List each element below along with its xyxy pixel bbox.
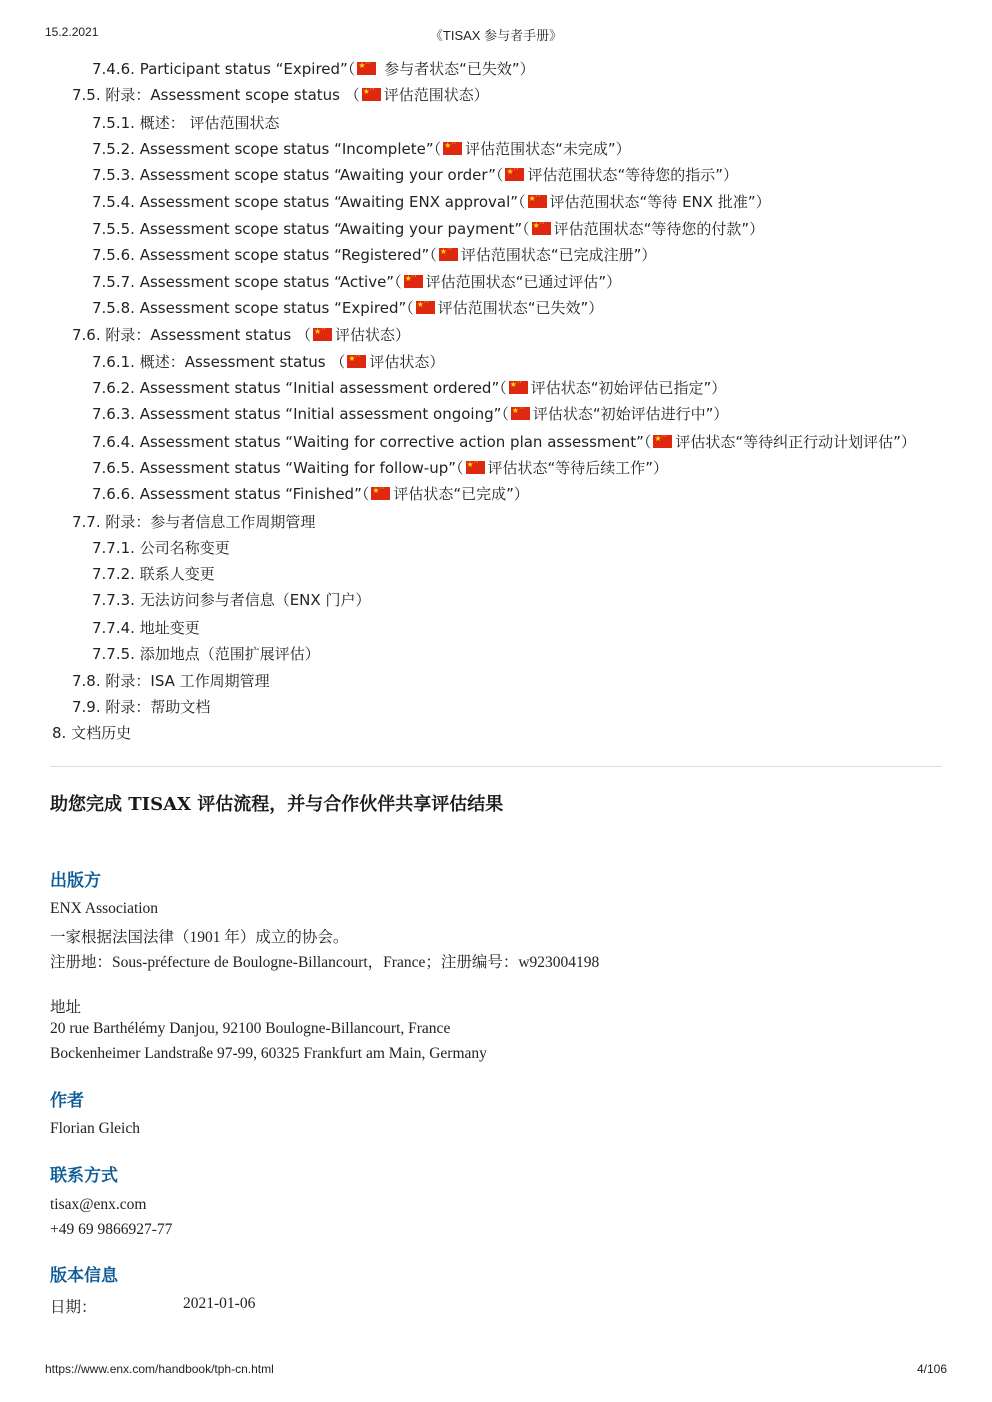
toc-item[interactable] [72, 512, 315, 532]
toc-link[interactable] [92, 379, 726, 397]
toc-label-suffix: 评估状态） [335, 326, 411, 344]
publisher-description: 一家根据法国法律（1901 年）成立的协会。 [50, 929, 349, 946]
toc-link[interactable] [72, 672, 270, 690]
toc-link[interactable] [92, 591, 370, 609]
china-flag-icon [511, 407, 530, 420]
toc-label-suffix: 评估状态“已完成”） [393, 485, 529, 503]
china-flag-icon [528, 195, 547, 208]
toc-link[interactable] [92, 353, 444, 371]
toc-label: 7.5.1. 概述： 评估范围状态 [92, 114, 280, 132]
toc-label-suffix: 评估状态“初始评估已指定”） [530, 379, 727, 397]
toc-link[interactable] [92, 140, 631, 158]
publisher-registration: 注册地：Sous-préfecture de Boulogne-Billancourt，France；注册编号：w923004198 [50, 954, 600, 971]
toc-item[interactable] [92, 298, 603, 318]
toc-link[interactable] [92, 565, 215, 583]
china-flag-icon [466, 461, 485, 474]
author-name: Florian Gleich [50, 1120, 140, 1137]
toc-label: 7.6.4. Assessment status “Waiting for corrective action plan assessment”（ [92, 433, 652, 451]
toc-label: 7.7.2. 联系人变更 [92, 565, 215, 583]
toc-label: 7.7.5. 添加地点（范围扩展评估） [92, 645, 320, 663]
toc-label-suffix: 评估范围状态“未完成”） [465, 140, 631, 158]
toc-link[interactable] [92, 114, 279, 132]
toc-label: 7.5. 附录：Assessment scope status （ [72, 86, 360, 104]
toc-item[interactable] [92, 458, 668, 478]
toc-link[interactable] [92, 193, 771, 211]
print-date: 15.2.2021 [45, 25, 99, 39]
toc-link[interactable] [92, 539, 230, 557]
toc-label: 7.5.8. Assessment scope status “Expired”（ [92, 299, 414, 317]
toc-label: 7.6. 附录：Assessment status （ [72, 326, 311, 344]
publisher-heading: 出版方 [50, 871, 101, 891]
toc-link[interactable] [52, 724, 131, 742]
china-flag-icon [362, 88, 381, 101]
toc-label: 7.6.2. Assessment status “Initial assessment ordered”（ [92, 379, 507, 397]
toc-item[interactable] [52, 723, 131, 743]
toc-label-suffix: 参与者状态“已失效”） [379, 60, 535, 78]
toc-link[interactable] [92, 485, 529, 503]
document-title: 《TISAX 参与者手册》 [429, 28, 563, 43]
china-flag-icon [371, 487, 390, 500]
toc-label-suffix: 评估状态） [369, 353, 445, 371]
toc-item[interactable] [92, 165, 738, 185]
toc-item[interactable] [92, 272, 621, 292]
toc-label: 7.6.1. 概述：Assessment status （ [92, 353, 346, 371]
toc-label: 7.6.6. Assessment status “Finished”（ [92, 485, 370, 503]
address-line-1: 20 rue Barthélémy Danjou, 92100 Boulogne-Billancourt, France [50, 1020, 451, 1037]
toc-item[interactable] [92, 404, 728, 424]
address-label: 地址 [50, 999, 82, 1016]
toc-item[interactable] [92, 644, 320, 664]
toc-item[interactable] [92, 618, 200, 638]
footer-url: https://www.enx.com/handbook/tph-cn.html [45, 1362, 274, 1376]
toc-link[interactable] [92, 459, 668, 477]
toc-link[interactable] [72, 698, 210, 716]
toc-label: 7.9. 附录：帮助文档 [72, 698, 211, 716]
contact-heading: 联系方式 [50, 1166, 118, 1186]
toc-label: 7.7.1. 公司名称变更 [92, 539, 230, 557]
publisher-name: ENX Association [50, 900, 159, 917]
toc-label-suffix: 评估状态“等待后续工作”） [487, 459, 669, 477]
toc-item[interactable] [72, 671, 270, 691]
toc-label: 7.6.5. Assessment status “Waiting for follow-up”（ [92, 459, 464, 477]
toc-label-suffix: 评估状态“等待纠正行动计划评估”） [675, 433, 916, 451]
toc-link[interactable] [92, 246, 656, 264]
toc-item[interactable] [92, 484, 529, 504]
toc-label: 7.7.3. 无法访问参与者信息（ENX 门户） [92, 591, 371, 609]
toc-item[interactable] [92, 564, 215, 584]
toc-item[interactable] [92, 59, 535, 79]
toc-item[interactable] [92, 113, 279, 133]
toc-item[interactable] [92, 432, 916, 452]
version-heading: 版本信息 [50, 1266, 118, 1286]
toc-label: 7.5.5. Assessment scope status “Awaiting your payment”（ [92, 220, 530, 238]
toc-label-suffix: 评估范围状态“已完成注册”） [460, 246, 657, 264]
toc-link[interactable] [92, 433, 916, 451]
china-flag-icon [509, 381, 528, 394]
toc-link[interactable] [72, 513, 315, 531]
china-flag-icon [653, 435, 672, 448]
toc-label-suffix: 评估范围状态） [383, 86, 489, 104]
china-flag-icon [357, 62, 376, 75]
toc-label: 7.5.7. Assessment scope status “Active”（ [92, 273, 402, 291]
toc-item[interactable] [92, 352, 444, 372]
toc-link[interactable] [92, 60, 535, 78]
toc-link[interactable] [72, 326, 410, 344]
date-label: 日期： [50, 1299, 97, 1316]
author-heading: 作者 [50, 1091, 84, 1111]
toc-link[interactable] [92, 619, 200, 637]
toc-item[interactable] [92, 590, 370, 610]
address-line-2: Bockenheimer Landstraße 97-99, 60325 Frankfurt am Main, Germany [50, 1045, 487, 1062]
china-flag-icon [313, 328, 332, 341]
toc-item[interactable] [72, 697, 210, 717]
toc-label-suffix: 评估状态“初始评估进行中”） [532, 405, 729, 423]
toc-item[interactable] [92, 378, 726, 398]
china-flag-icon [443, 142, 462, 155]
china-flag-icon [439, 248, 458, 261]
china-flag-icon [532, 222, 551, 235]
toc-link[interactable] [92, 645, 320, 663]
contact-email[interactable] [50, 1196, 147, 1214]
toc-label: 8. 文档历史 [52, 724, 132, 742]
toc-item[interactable] [92, 219, 764, 239]
toc-item[interactable] [92, 192, 771, 212]
toc-label: 7.7. 附录：参与者信息工作周期管理 [72, 513, 316, 531]
date-value: 2021-01-06 [183, 1295, 256, 1312]
toc-label: 7.5.2. Assessment scope status “Incomplete”（ [92, 140, 442, 158]
toc-label-suffix: 评估范围状态“等待您的付款”） [553, 220, 765, 238]
toc-label: 7.7.4. 地址变更 [92, 619, 200, 637]
toc-item[interactable] [92, 538, 230, 558]
toc-label: 7.6.3. Assessment status “Initial assessment ongoing”（ [92, 405, 509, 423]
toc-link[interactable] [92, 220, 764, 238]
toc-label: 7.4.6. Participant status “Expired”（ [92, 60, 356, 78]
toc-label: 7.8. 附录：ISA 工作周期管理 [72, 672, 270, 690]
toc-link[interactable] [92, 299, 603, 317]
toc-link[interactable] [92, 273, 621, 291]
china-flag-icon [416, 301, 435, 314]
tagline: 助您完成 TISAX 评估流程，并与合作伙伴共享评估结果 [50, 794, 504, 815]
email-link[interactable]: tisax@enx.com [50, 1196, 147, 1213]
china-flag-icon [347, 355, 366, 368]
toc-label: 7.5.6. Assessment scope status “Registered”（ [92, 246, 437, 264]
toc-item[interactable] [72, 325, 410, 345]
page-number: 4/106 [916, 1362, 947, 1376]
toc-link[interactable] [92, 166, 738, 184]
china-flag-icon [404, 275, 423, 288]
toc-label-suffix: 评估范围状态“已通过评估”） [425, 273, 622, 291]
toc-label: 7.5.3. Assessment scope status “Awaiting your order”（ [92, 166, 504, 184]
toc-item[interactable] [92, 139, 631, 159]
toc-label-suffix: 评估范围状态“等待 ENX 批准”） [549, 193, 771, 211]
toc-label-suffix: 评估范围状态“等待您的指示”） [527, 166, 738, 184]
toc-item[interactable] [72, 85, 489, 105]
toc-label-suffix: 评估范围状态“已失效”） [437, 299, 604, 317]
toc-label: 7.5.4. Assessment scope status “Awaiting ENX approval”（ [92, 193, 526, 211]
toc-link[interactable] [92, 405, 728, 423]
china-flag-icon [505, 168, 524, 181]
contact-phone: +49 69 9866927-77 [50, 1221, 173, 1238]
toc-link[interactable] [72, 86, 489, 104]
toc-item[interactable] [92, 245, 656, 265]
divider [50, 766, 942, 767]
